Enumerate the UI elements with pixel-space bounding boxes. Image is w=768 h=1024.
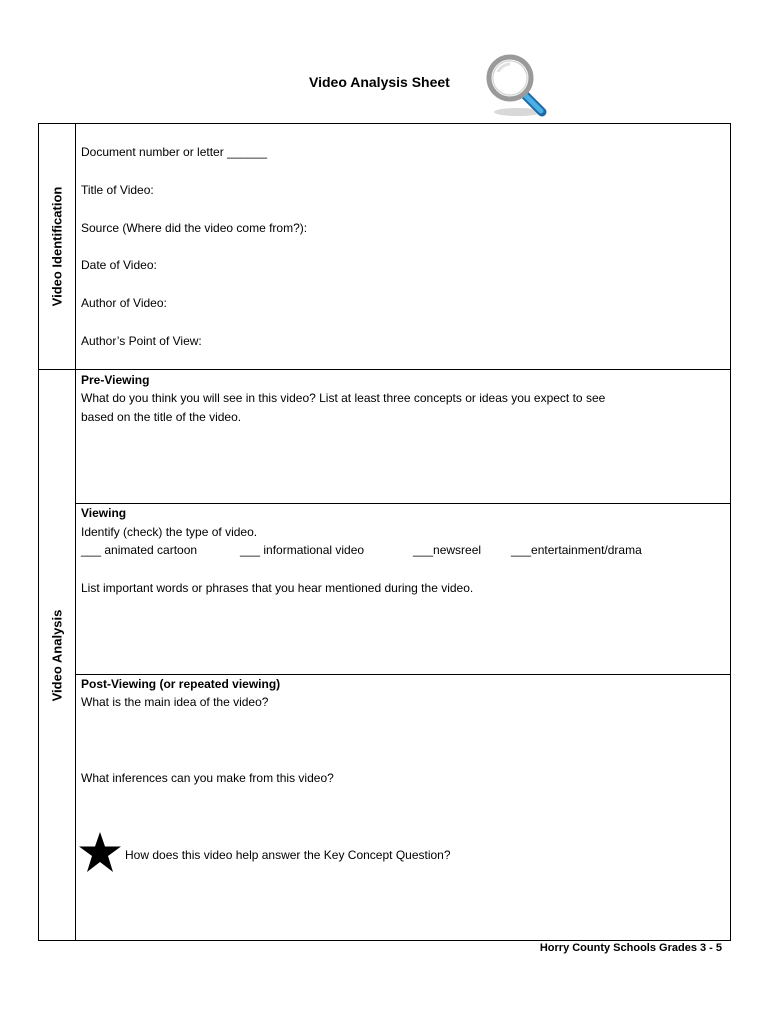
viewing-prompt: List important words or phrases that you hear mentioned during the video. — [81, 581, 474, 595]
option-animated-cartoon: ___ animated cartoon — [81, 543, 198, 557]
section-divider — [39, 369, 730, 370]
option-entertainment-drama: ___entertainment/drama — [511, 543, 642, 557]
star-icon — [78, 831, 122, 873]
field-title-of-video: Title of Video: — [81, 183, 154, 197]
pre-viewing-heading: Pre-Viewing — [81, 373, 150, 387]
magnifying-glass-icon — [484, 52, 550, 118]
field-source: Source (Where did the video come from?): — [81, 221, 308, 235]
key-concept-question: How does this video help answer the Key Concept Question? — [125, 848, 451, 862]
video-analysis-label: Video Analysis — [49, 609, 65, 701]
footer-text: Horry County Schools Grades 3 - 5 — [539, 942, 722, 954]
option-newsreel: ___newsreel — [413, 543, 482, 557]
field-document-number: Document number or letter ______ — [81, 145, 268, 159]
viewing-instruction: Identify (check) the type of video. — [81, 525, 258, 539]
post-viewing-inferences: What inferences can you make from this video? — [81, 771, 334, 785]
post-viewing-main-idea: What is the main idea of the video? — [81, 695, 269, 709]
post-viewing-heading: Post-Viewing (or repeated viewing) — [81, 677, 281, 691]
page-title: Video Analysis Sheet — [309, 74, 450, 90]
row-divider — [75, 503, 730, 504]
option-informational-video: ___ informational video — [240, 543, 365, 557]
field-authors-point-of-view: Author’s Point of View: — [81, 334, 202, 348]
field-date-of-video: Date of Video: — [81, 258, 157, 272]
viewing-heading: Viewing — [81, 506, 127, 520]
column-divider — [75, 124, 76, 940]
pre-viewing-question-line1: What do you think you will see in this video? List at least three concepts or ideas you expect to see — [81, 391, 606, 405]
field-author-of-video: Author of Video: — [81, 296, 167, 310]
video-identification-label: Video Identification — [49, 186, 65, 307]
pre-viewing-question-line2: based on the title of the video. — [81, 410, 242, 424]
